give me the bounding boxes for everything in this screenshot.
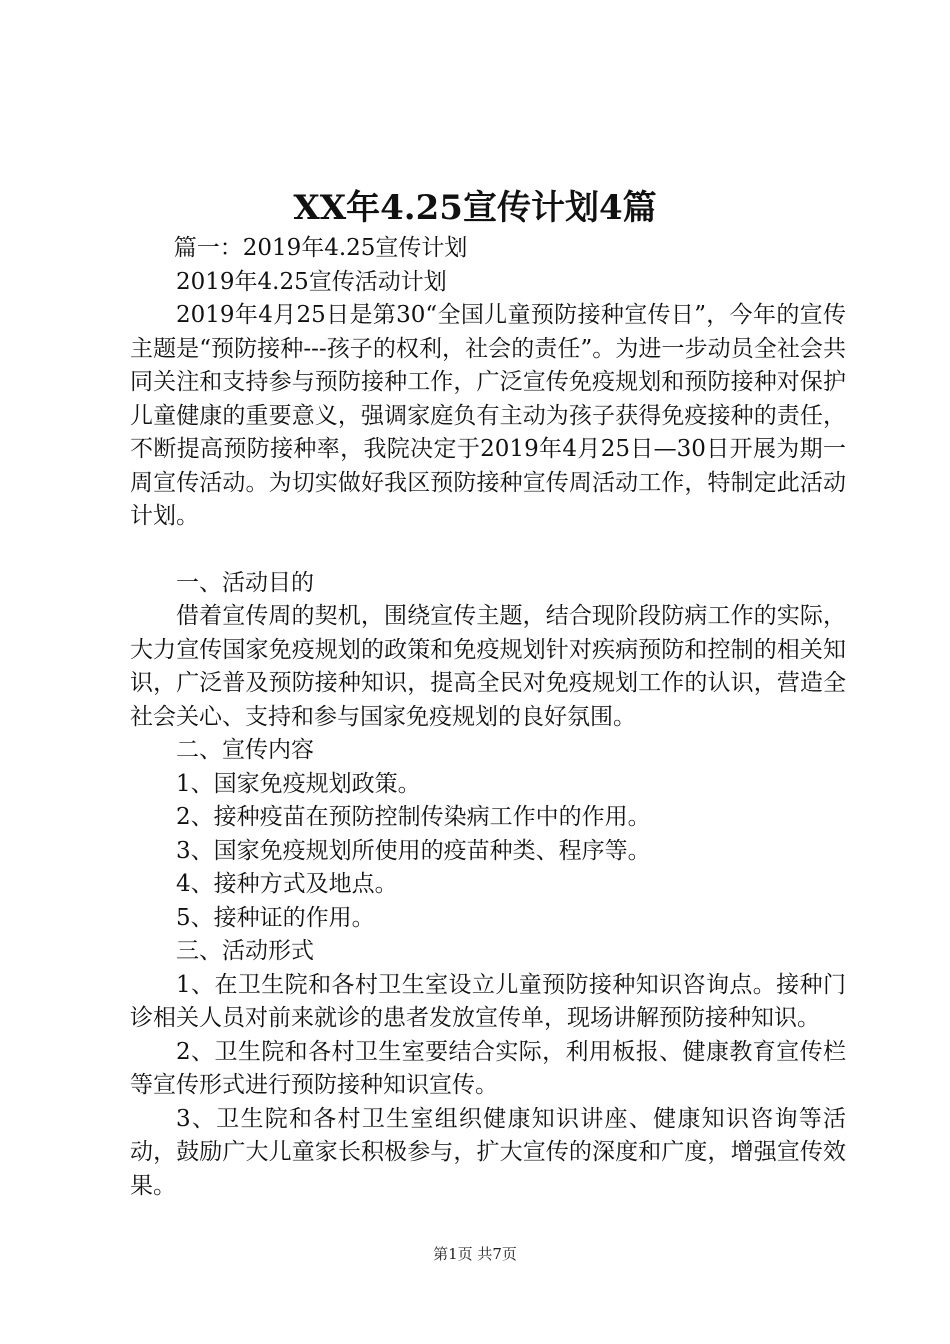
list-item: 1、国家免疫规划政策。 <box>176 770 421 797</box>
heading-activity-form: 三、活动形式 <box>176 938 314 964</box>
paragraph-form-2: 2、卫生院和各村卫生室要结合实际，利用板报、健康教育宣传栏等宣传形式进行预防接种知识宣传。 <box>130 1038 846 1098</box>
blank-line <box>130 534 846 567</box>
heading-activity-purpose: 一、活动目的 <box>176 569 314 596</box>
paragraph-plan-title: 2019年4.25宣传活动计划 <box>176 268 447 295</box>
document-body <box>130 232 846 1203</box>
paragraph-intro: 2019年4月25日是第30“全国儿童预防接种宣传日”，今年的宣传主题是“预防接种---孩子的权利，社会的责任”。为进一步动员全社会共同关注和支持参与预防接种工作，广泛宣传免疫规划和预防接种对保护儿童健康的重要意义，强调家庭负有主动为孩子获得免疫接种的责任，不断提高预防接种率，我院决定于2019年4月25日—30日开展为期一周宣传活动。为切实做好我区预防接种宣传周活动工作，特制定此活动计划。 <box>130 302 846 529</box>
list-item: 3、国家免疫规划所使用的疫苗种类、程序等。 <box>176 837 651 864</box>
document-title: XX年4.25宣传计划4篇 <box>293 188 657 228</box>
page-footer: 第1页 共7页 <box>433 1245 517 1263</box>
heading-content: 二、宣传内容 <box>176 737 314 763</box>
paragraph-form-1: 1、在卫生院和各村卫生室设立儿童预防接种知识咨询点。接种门诊相关人员对前来就诊的患者发放宣传单，现场讲解预防接种知识。 <box>130 971 846 1031</box>
paragraph-section-heading: 篇一：2019年4.25宣传计划 <box>173 235 468 261</box>
list-item: 4、接种方式及地点。 <box>176 871 398 897</box>
list-item: 2、接种疫苗在预防控制传染病工作中的作用。 <box>176 804 651 830</box>
list-item: 5、接种证的作用。 <box>176 904 375 931</box>
paragraph-form-3: 3、卫生院和各村卫生室组织健康知识讲座、健康知识咨询等活动，鼓励广大儿童家长积极参与，扩大宣传的深度和广度，增强宣传效果。 <box>130 1105 846 1199</box>
paragraph-purpose: 借着宣传周的契机，围绕宣传主题，结合现阶段防病工作的实际，大力宣传国家免疫规划的政策和免疫规划针对疾病预防和控制的相关知识，广泛普及预防接种知识，提高全民对免疫规划工作的认识，营造全社会关心、支持和参与国家免疫规划的良好氛围。 <box>130 603 846 730</box>
